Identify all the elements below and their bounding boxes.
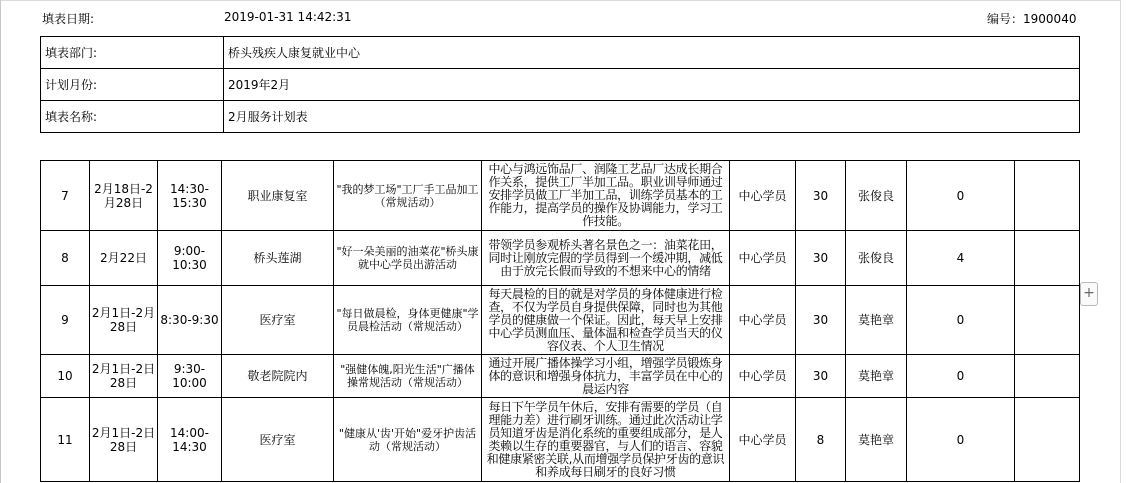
activity-name-cell: "好一朵美丽的油菜花"桥头康就中心学员出游活动	[334, 231, 482, 286]
activity-description-cell: 中心与鸿远饰品厂、润隆工艺品厂达成长期合作关系，提供工厂半加工品。职业训导师通过安排学员做工厂半加工品，训练学员基本的工作能力，提高学员的操作及协调能力，学习工作技能。	[482, 161, 730, 231]
plan-month-row	[41, 69, 1080, 101]
participant-count-cell: 30	[796, 286, 846, 355]
participant-count-cell: 8	[796, 398, 846, 482]
participant-count-cell: 30	[796, 231, 846, 286]
activity-description-cell: 每天晨检的目的就是对学员的身体健康进行检查，不仅为学员自身提供保障，同时也为其他学员的健康做一个保证。因此，每天早上安排中心学员测血压、量体温和检查学员当天的仪容仪表、个人卫生情况	[482, 286, 730, 355]
time-cell: 8:30-9:30	[158, 286, 222, 355]
form-name-label: 填表名称:	[41, 101, 224, 133]
note-cell	[1015, 161, 1080, 231]
target-group-cell: 中心学员	[730, 355, 796, 398]
place-cell: 医疗室	[222, 286, 334, 355]
time-cell: 14:30-15:30	[158, 161, 222, 231]
extra-count-cell: 4	[907, 231, 1015, 286]
form-name-row	[41, 101, 1080, 133]
extra-count-cell: 0	[907, 161, 1015, 231]
note-cell	[1015, 231, 1080, 286]
activity-name-cell: "每日做晨检，身体更健康"学员晨检活动（常规活动）	[334, 286, 482, 355]
person-in-charge-cell: 莫艳章	[846, 398, 907, 482]
table-row	[41, 398, 1080, 482]
serial-label: 编号：	[987, 12, 1024, 26]
row-number-cell: 11	[41, 398, 90, 482]
place-cell: 医疗室	[222, 398, 334, 482]
row-number-cell: 10	[41, 355, 90, 398]
extra-count-cell: 0	[907, 355, 1015, 398]
person-in-charge-cell: 莫艳章	[846, 355, 907, 398]
date-cell: 2月1日-2月28日	[90, 286, 158, 355]
time-cell: 9:00-10:30	[158, 231, 222, 286]
person-in-charge-cell: 张俊良	[846, 231, 907, 286]
row-number-cell: 8	[41, 231, 90, 286]
serial-value: 1900040	[1023, 12, 1077, 26]
target-group-cell: 中心学员	[730, 286, 796, 355]
plan-month-value: 2019年2月	[224, 69, 1080, 101]
note-cell	[1015, 355, 1080, 398]
activity-description-cell: 带领学员参观桥头著名景色之一：油菜花田，同时让刚放完假的学员得到一个缓冲期，减低由于放完长假而导致的不想来中心的情绪	[482, 231, 730, 286]
expand-plus-button[interactable]: +	[1080, 282, 1098, 306]
row-number-cell: 7	[41, 161, 90, 231]
table-row	[41, 161, 1080, 231]
table-row	[41, 355, 1080, 398]
note-cell	[1015, 398, 1080, 482]
service-plan-table	[40, 160, 1080, 482]
note-cell	[1015, 286, 1080, 355]
participant-count-cell: 30	[796, 355, 846, 398]
form-name-value: 2月服务计划表	[224, 101, 1080, 133]
activity-name-cell: "强健体魄,阳光生活"广播体操常规活动（常规活动）	[334, 355, 482, 398]
place-cell: 敬老院院内	[222, 355, 334, 398]
person-in-charge-cell: 张俊良	[846, 161, 907, 231]
place-cell: 桥头莲湖	[222, 231, 334, 286]
activity-description-cell: 通过开展广播体操学习小组，增强学员锻炼身体的意识和增强身体抗力，丰富学员在中心的晨运内容	[482, 355, 730, 398]
target-group-cell: 中心学员	[730, 231, 796, 286]
date-cell: 2月18日-2月28日	[90, 161, 158, 231]
place-cell: 职业康复室	[222, 161, 334, 231]
person-in-charge-cell: 莫艳章	[846, 286, 907, 355]
time-cell: 14:00-14:30	[158, 398, 222, 482]
activity-description-cell: 每日下午学员午休后，安排有需要的学员（自理能力差）进行刷牙训练。通过此次活动让学员知道牙齿是消化系统的重要组成部分，是人类赖以生存的重要器官，与人们的语言、容貌和健康紧密关联,从而增强学员保护牙齿的意识和养成每日刷牙的良好习惯	[482, 398, 730, 482]
activity-name-cell: "健康从'齿'开始"爱牙护齿活动（常规活动）	[334, 398, 482, 482]
window-top-border	[0, 0, 1121, 1]
participant-count-cell: 30	[796, 161, 846, 231]
date-cell: 2月22日	[90, 231, 158, 286]
activity-name-cell: "我的梦工场"工厂手工品加工（常规活动）	[334, 161, 482, 231]
date-cell: 2月1日-2日28日	[90, 355, 158, 398]
window-left-border	[0, 0, 1, 483]
extra-count-cell: 0	[907, 286, 1015, 355]
row-number-cell: 9	[41, 286, 90, 355]
window-right-border	[1120, 0, 1121, 483]
form-info-table	[40, 36, 1080, 133]
target-group-cell: 中心学员	[730, 398, 796, 482]
plan-month-label: 计划月份:	[41, 69, 224, 101]
department-label: 填表部门:	[41, 37, 224, 69]
department-value: 桥头残疾人康复就业中心	[224, 37, 1080, 69]
fill-date-value: 2019-01-31 14:42:31	[224, 10, 352, 24]
date-cell: 2月1日-2日28日	[90, 398, 158, 482]
table-row	[41, 231, 1080, 286]
table-row	[41, 286, 1080, 355]
fill-date-label: 填表日期:	[42, 12, 95, 26]
target-group-cell: 中心学员	[730, 161, 796, 231]
time-cell: 9:30-10:00	[158, 355, 222, 398]
extra-count-cell: 0	[907, 398, 1015, 482]
department-row	[41, 37, 1080, 69]
serial-number	[987, 10, 1076, 27]
